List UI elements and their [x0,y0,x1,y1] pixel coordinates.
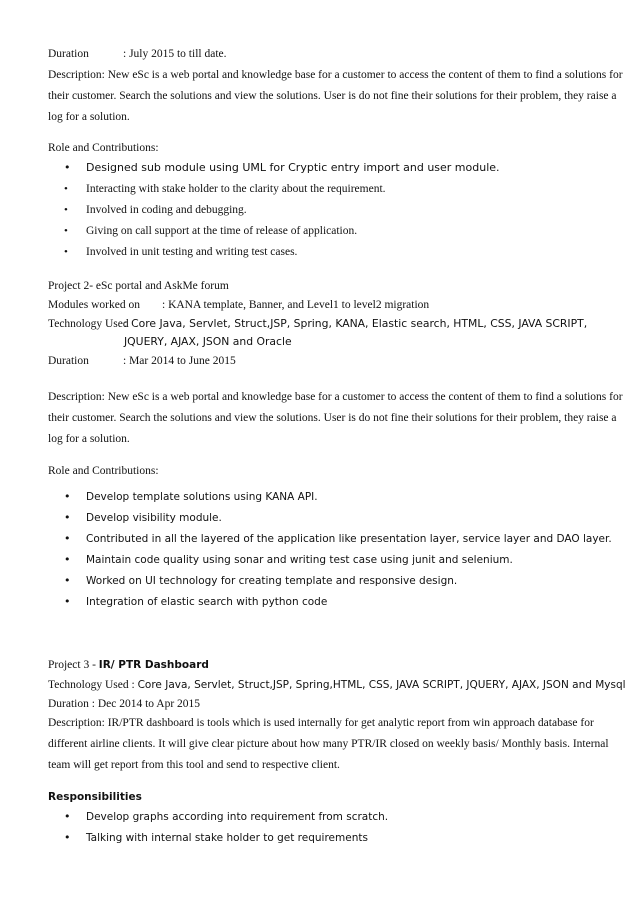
p1-description-line-1: Description: New eSc is a web portal and knowledge base for a customer to access the content of them to find a solutions for [48,69,623,81]
p2-roles-list [62,490,612,616]
p3-responsibilities-list [62,810,388,852]
p2-roles-heading: Role and Contributions: [48,465,159,477]
p2-description-line-2: their customer. Search the solutions and view the solutions. User is do not fine their solutions for their problem, they raise a [48,412,617,424]
p2-description-line-3: log for a solution. [48,433,130,445]
bullet-icon: • [64,595,71,608]
list-item: • Designed sub module using UML for Cryptic entry import and user module. [64,161,500,174]
p2-title: Project 2- eSc portal and AskMe forum [48,280,229,292]
p3-tech-row [48,678,626,692]
bullet-icon: • [64,574,71,587]
p2-tech-value-line-2: JQUERY, AJAX, JSON and Oracle [124,335,292,348]
list-item: • Giving on call support at the time of release of application. [64,225,358,237]
p2-duration-row [48,354,236,368]
p3-title-row [48,658,209,672]
p2-tech-value-line-1: : Core Java, Servlet, Struct,JSP, Spring, KANA, Elastic search, HTML, CSS, JAVA SCRIPT, [124,317,588,330]
p3-title: IR/ PTR Dashboard [98,659,209,671]
bullet-icon: • [64,183,68,195]
list-item: • Talking with internal stake holder to get requirements [64,831,368,844]
p2-tech-label: Technology Used [48,318,129,330]
bullet-icon: • [64,553,71,566]
p3-description-line-3: team will get report from this tool and send to respective client. [48,759,340,771]
list-item: • Interacting with stake holder to the clarity about the requirement. [64,183,386,195]
p2-tech-row [48,317,588,331]
p2-modules-value: : KANA template, Banner, and Level1 to level2 migration [162,299,430,311]
p3-tech-label: Technology Used : [48,679,138,691]
list-item: • Involved in coding and debugging. [64,204,247,216]
bullet-icon: • [64,490,71,503]
p1-description-line-3: log for a solution. [48,111,130,123]
bullet-icon: • [64,246,68,258]
bullet-icon: • [64,532,71,545]
bullet-icon: • [64,204,68,216]
p1-roles-heading: Role and Contributions: [48,142,159,154]
p3-tech-value: Core Java, Servlet, Struct,JSP, Spring,HTML, CSS, JAVA SCRIPT, JQUERY, AJAX, JSON and Mysql [137,679,626,691]
p2-duration-value: : Mar 2014 to June 2015 [123,355,236,367]
p1-duration-row [48,47,227,61]
p1-description-line-2: their customer. Search the solutions and view the solutions. User is do not fine their solutions for their problem, they raise a [48,90,617,102]
p1-duration-value: : July 2015 to till date. [123,48,227,60]
p2-duration-label: Duration [48,355,89,367]
p3-description-line-1: Description: IR/PTR dashboard is tools which is used internally for get analytic report from win approach database for [48,717,594,729]
p1-roles-list [62,161,500,266]
list-item: • Develop visibility module. [64,511,222,524]
p3-title-prefix: Project 3 - [48,659,99,671]
bullet-icon: • [64,225,68,237]
list-item: • Develop graphs according into requirement from scratch. [64,810,389,823]
bullet-icon: • [64,161,71,174]
p3-duration: Duration : Dec 2014 to Apr 2015 [48,698,201,710]
p3-description-line-2: different airline clients. It will give clear picture about how many PTR/IR closed on weekly basis/ Monthly basis. Internal [48,738,609,750]
p1-duration-label: Duration [48,48,89,60]
list-item: • Maintain code quality using sonar and writing test case using junit and selenium. [64,553,513,566]
p2-modules-label: Modules worked on [48,299,140,311]
p2-modules-row [48,298,430,312]
list-item: • Contributed in all the layered of the application like presentation layer, service layer and DAO layer. [64,532,612,545]
p3-responsibilities-heading: Responsibilities [48,791,142,803]
list-item: • Worked on UI technology for creating template and responsive design. [64,574,458,587]
p2-description-line-1: Description: New eSc is a web portal and knowledge base for a customer to access the content of them to find a solutions for [48,391,623,403]
bullet-icon: • [64,831,71,844]
list-item: • Integration of elastic search with python code [64,595,328,608]
list-item: • Develop template solutions using KANA API. [64,490,318,503]
bullet-icon: • [64,511,71,524]
list-item: • Involved in unit testing and writing test cases. [64,246,298,258]
bullet-icon: • [64,810,71,823]
